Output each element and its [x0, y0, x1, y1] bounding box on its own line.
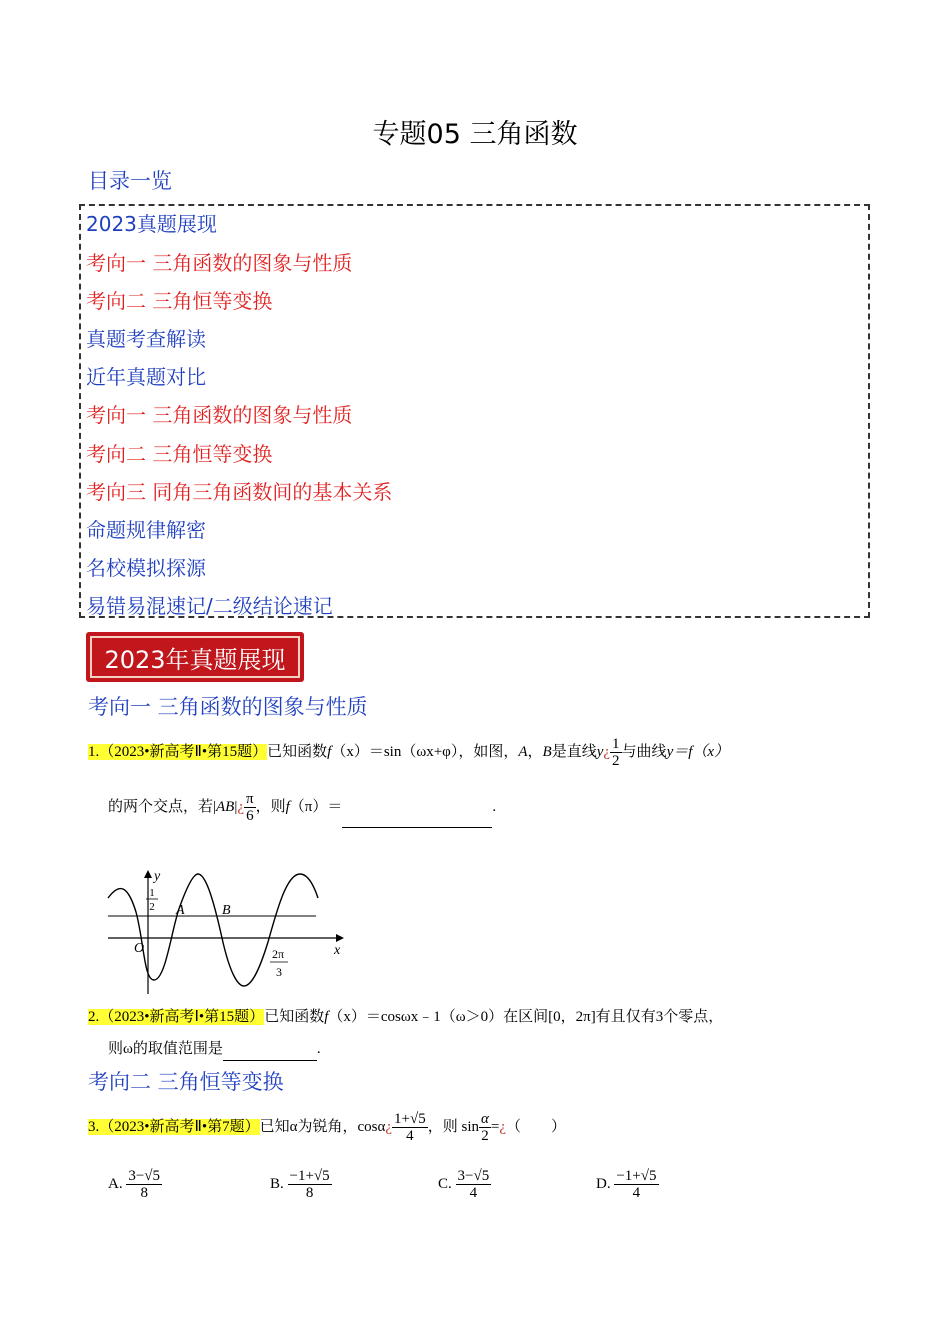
- answer-blank[interactable]: [342, 787, 492, 828]
- question-number: 2.: [88, 1009, 100, 1025]
- question-source: （2023•新高考Ⅱ•第15题）: [99, 744, 268, 760]
- fraction: $\frac{1}{2}$: [612, 735, 620, 770]
- point-a-label: A: [176, 903, 185, 918]
- y-axis-arrow: [144, 870, 152, 878]
- y-label: y: [154, 869, 161, 884]
- toc-item[interactable]: 命题规律解密: [86, 518, 206, 542]
- half-den: 2: [149, 901, 155, 913]
- toc-item[interactable]: 真题考查解读: [86, 327, 206, 351]
- x-label: x: [334, 943, 341, 958]
- question-2-line-2: 则ω的取值范围是 .: [108, 1038, 321, 1061]
- sine-graph: [100, 862, 350, 1002]
- toc-item[interactable]: 考向一 三角函数的图象与性质: [86, 251, 353, 275]
- question-2-line-1: 2.（2023•新高考Ⅰ•第15题）已知函数f（x）＝cosωx﹣1（ω＞0）在区间[0，2π]有且仅有3个零点，: [88, 1009, 724, 1025]
- question-number: 3.: [88, 1119, 100, 1135]
- question-1-line-2: 的两个交点，若|AB|¿ $\frac{\pi}{6}$ ，则f（π）＝ .: [108, 787, 496, 828]
- question-3: 3.（2023•新高考Ⅱ•第7题）已知α为锐角，cosα¿ $\frac{1+√5}{4}$ ，则 sin $\frac{\alpha}{2}$ =¿（ ）: [88, 1110, 567, 1145]
- toc-item[interactable]: 名校模拟探源: [86, 556, 206, 580]
- section-heading-1: 考向一 三角函数的图象与性质: [88, 695, 368, 719]
- fraction: $\frac{\pi}{6}$: [246, 790, 254, 825]
- toc-item[interactable]: 考向二 三角恒等变换: [86, 442, 273, 466]
- toc-item[interactable]: 考向一 三角函数的图象与性质: [86, 403, 353, 427]
- option-d[interactable]: D. $\frac{-1+√5}{4}$: [596, 1167, 657, 1202]
- page-title: 专题05 三角函数: [372, 119, 578, 150]
- question-source: （2023•新高考Ⅱ•第7题）: [99, 1119, 260, 1135]
- tick-num: 2π: [271, 947, 285, 961]
- option-b[interactable]: B. $\frac{-1+√5}{8}$: [270, 1167, 330, 1202]
- point-b-label: B: [222, 903, 231, 918]
- toc-item[interactable]: 易错易混速记/二级结论速记: [86, 594, 333, 618]
- question-1-line-1: 1.（2023•新高考Ⅱ•第15题）已知函数f（x）＝sin（ωx+φ），如图，A，B是直线y¿ $\frac{1}{2}$ 与曲线y＝f（x）: [88, 735, 730, 770]
- section-banner: [86, 632, 304, 682]
- toc-item[interactable]: 近年真题对比: [86, 365, 206, 389]
- banner-title: 2023年真题展现: [104, 646, 286, 674]
- option-c[interactable]: C. $\frac{3-√5}{4}$: [438, 1167, 490, 1202]
- tick-den: 3: [276, 965, 282, 979]
- question-number: 1.: [88, 744, 100, 760]
- fraction: $\frac{1+√5}{4}$: [394, 1110, 426, 1145]
- half-num: 1: [149, 887, 155, 899]
- sine-curve: [108, 874, 318, 986]
- option-a[interactable]: A. $\frac{3-√5}{8}$: [108, 1167, 161, 1202]
- toc-item[interactable]: 考向二 三角恒等变换: [86, 289, 273, 313]
- toc-heading: 目录一览: [88, 169, 172, 193]
- toc-item[interactable]: 2023真题展现: [86, 212, 217, 236]
- question-source: （2023•新高考Ⅰ•第15题）: [99, 1009, 265, 1025]
- fraction: $\frac{\alpha}{2}$: [481, 1110, 489, 1145]
- toc-item[interactable]: 考向三 同角三角函数间的基本关系: [86, 480, 393, 504]
- answer-blank[interactable]: [223, 1038, 317, 1061]
- x-axis-arrow: [336, 934, 344, 942]
- origin-label: O: [134, 941, 145, 956]
- section-heading-2: 考向二 三角恒等变换: [88, 1070, 284, 1094]
